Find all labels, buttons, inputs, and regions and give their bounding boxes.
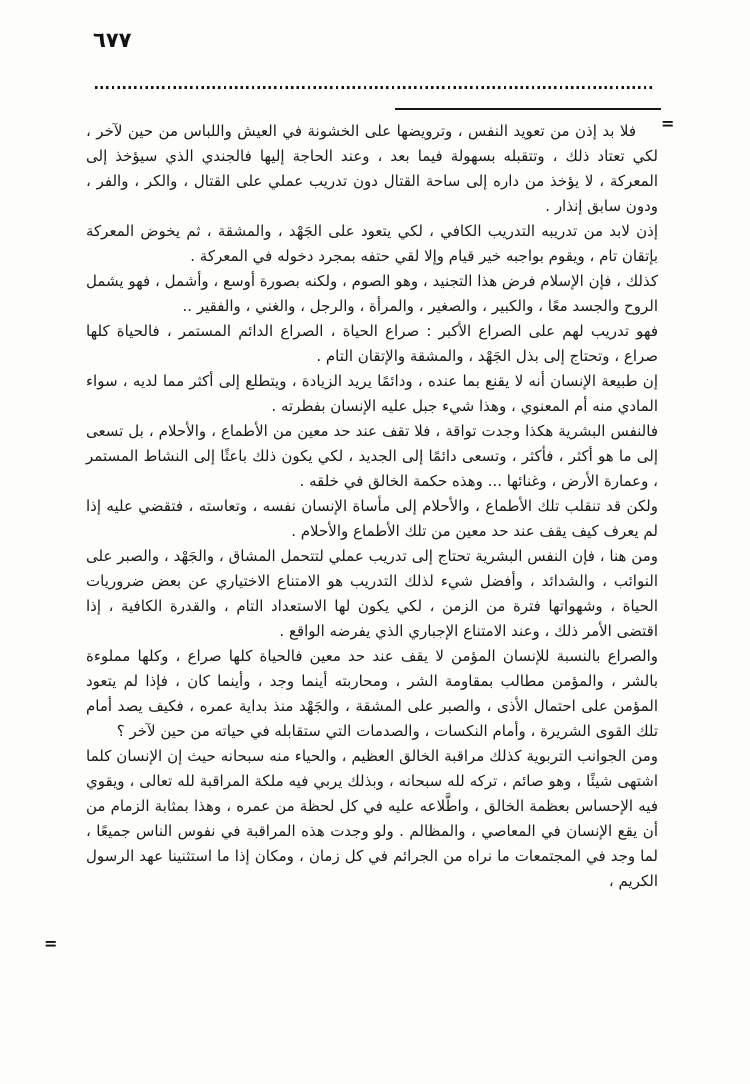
footnote-paragraph: فالنفس البشرية هكذا وجدت تواقة ، فلا تقف عند حد معين من الأطماع ، والأحلام ، بل تسعى إلى ما هو أكثر ، فأكثر ، وتسعى دائمًا إلى الجديد ، لكي يكون ذلك باعثًا إلى النشاط المستمر ، وعمارة الأرض ، وغنائها ... وهذه حكمة الخالق في خلقه . bbox=[86, 422, 658, 490]
dotted-separator bbox=[95, 86, 655, 89]
footnote-paragraph: فهو تدريب لهم على الصراع الأكبر : صراع الحياة ، الصراع الدائم المستمر ، فالحياة كلها صراع ، وتحتاج إلى بذل الجَهْد ، والمشقة والإتقان التام . bbox=[86, 322, 658, 365]
footnote-paragraph: إذن لابد من تدريبه التدريب الكافي ، لكي يتعود على الجَهْد ، والمشقة ، ثم يخوض المعركة بإتقان تام ، ويقوم بواجبه خير قيام وإلا لقي حتفه بمجرد دخوله في المعركة . bbox=[86, 222, 658, 265]
page-number: ٦٧٧ bbox=[93, 28, 132, 52]
footnote-rule bbox=[395, 108, 661, 110]
footnote-paragraph: ومن الجوانب التربوية كذلك مراقبة الخالق العظيم ، والحياء منه سبحانه حيث إن الإنسان كلما اشتهى شيئًا ، وهو صائم ، تركه لله سبحانه ، وبذلك يربي فيه ملكة المراقبة لله تعالى ، ويقوي فيه الإحساس بعظمة الخالق ، واطَّلاعه عليه في كل لحظة من عمره ، وهذا بمثابة الزمام من أن يقع الإنسان في المعاصي ، والمظالم . ولو وجدت هذه المراقبة في نفوس الناس جميعًا ، لما وجد في المجتمعات ما نراه من الجرائم في كل زمان ، ومكان إذا ما استثنينا عهد الرسول الكريم ، bbox=[86, 747, 658, 890]
footnote-paragraph: ومن هنا ، فإن النفس البشرية تحتاج إلى تدريب عملي لتتحمل المشاق ، والجَهْد ، والصبر على النوائب ، والشدائد ، وأفضل شيء لذلك التدريب هو الامتناع الاختياري عن بعض ضروريات الحياة ، وشهواتها فترة من الزمن ، لكي يكون لها الاستعداد التام ، والقدرة الكافية ، إذا اقتضى الأمر ذلك ، وعند الامتناع الإجباري الذي يفرضه الواقع . bbox=[86, 547, 658, 640]
footnote-paragraph: والصراع بالنسبة للإنسان المؤمن لا يقف عند حد معين فالحياة كلها صراع ، وكلها مملوءة بالشر ، والمؤمن مطالب بمقاومة الشر ، ومحاربته أينما وجد ، وأينما كان ، فإذا لم يتعود المؤمن على احتمال الأذى ، والصبر على المشقة ، والجَهْد منذ بداية عمره ، فكيف يصد أمام تلك القوى الشريرة ، وأمام النكسات ، والصدمات التي ستقابله في حياته من حين لآخر ؟ bbox=[86, 647, 658, 740]
footnote-paragraph: فلا بد إذن من تعويد النفس ، وترويضها على الخشونة في العيش واللباس من حين لآخر ، لكي تعتاد ذلك ، وتتقبله بسهولة فيما بعد ، وعند الحاجة إليها فالجندي الذي سيؤخذ إلى المعركة ، لا يؤخذ من داره إلى ساحة القتال دون تدريب عملي على القتال ، والكر ، والفر ، ودون سابق إنذار . bbox=[86, 122, 658, 215]
footnote-paragraph: كذلك ، فإن الإسلام فرض هذا التجنيد ، وهو الصوم ، ولكنه بصورة أوسع ، وأشمل ، فهو يشمل الروح والجسد معًا ، والكبير ، والصغير ، والمرأة ، والرجل ، والغني ، والفقير .. bbox=[86, 272, 658, 315]
footnote-paragraph: إن طبيعة الإنسان أنه لا يقنع بما عنده ، ودائمًا يريد الزيادة ، ويتطلع إلى أكثر مما لديه ، سواء المادي منه أم المعنوي ، وهذا شيء جبل عليه الإنسان بفطرته . bbox=[86, 372, 658, 415]
footnote-continuation-marker-top: = bbox=[661, 114, 675, 133]
footnote-text-block bbox=[86, 119, 658, 894]
footnote-paragraph: ولكن قد تنقلب تلك الأطماع ، والأحلام إلى مأساة الإنسان نفسه ، وتعاسته ، فتقضي عليه إذا لم يعرف كيف يقف عند حد معين من تلك الأطماع والأحلام . bbox=[86, 497, 658, 540]
footnote-continuation-marker-bottom: = bbox=[44, 934, 58, 953]
